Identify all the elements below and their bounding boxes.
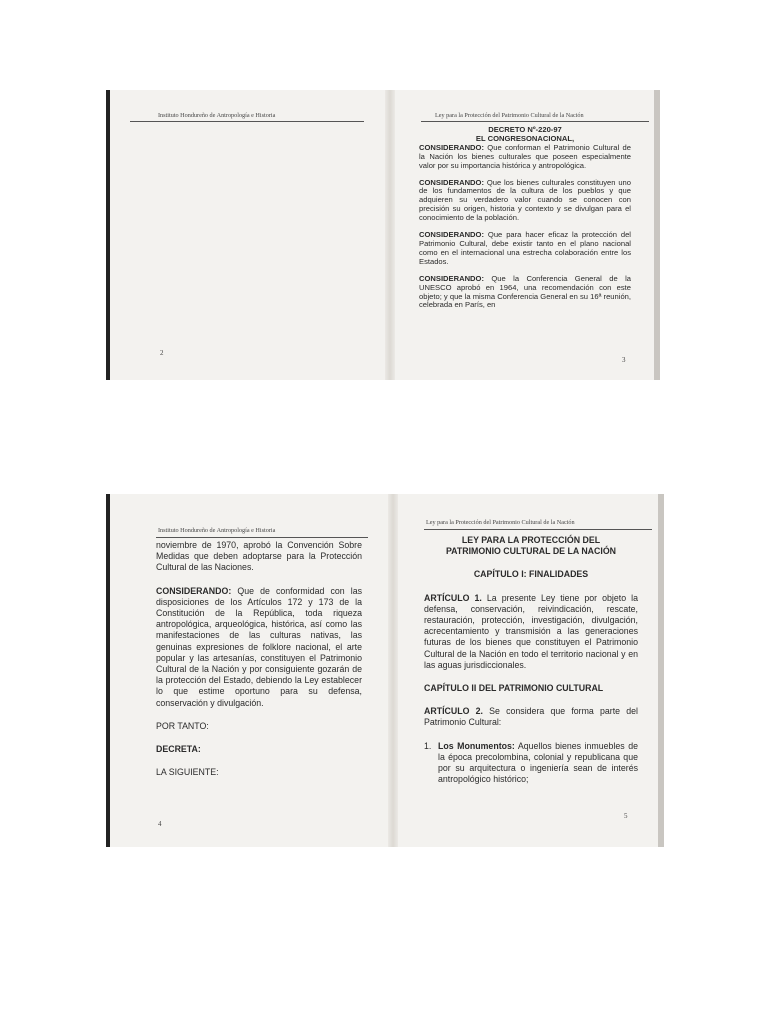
page-3 <box>395 90 654 380</box>
paragraph <box>419 231 631 267</box>
law-title-line-2: PATRIMONIO CULTURAL DE LA NACIÓN <box>445 546 617 557</box>
running-header: Instituto Hondureño de Antropología e Historia <box>158 527 276 534</box>
page-number: 4 <box>158 820 162 828</box>
paragraph <box>156 586 362 709</box>
paragraph <box>419 144 631 171</box>
page-number: 3 <box>622 356 626 364</box>
paragraph-text: Que conforman el Patrimonio Cultural de la Nación los bienes culturales que poseen especialmente valor por su importancia histórica y antropológica. <box>419 142 631 170</box>
scan-spread-1 <box>106 90 660 380</box>
considerando-label: CONSIDERANDO: <box>419 142 484 152</box>
page-3-body <box>419 126 631 310</box>
article-label: ARTÍCULO 1. <box>424 592 482 603</box>
page-4 <box>110 494 388 847</box>
article-label: ARTÍCULO 2. <box>424 706 483 717</box>
header-rule <box>156 537 368 538</box>
considerando-label: CONSIDERANDO: <box>419 273 484 283</box>
decreta: DECRETA: <box>156 744 201 755</box>
la-siguiente: LA SIGUIENTE: <box>156 767 219 778</box>
page-5-body <box>424 535 638 785</box>
page-edge <box>658 494 664 847</box>
list-number: 1. <box>424 740 432 751</box>
running-header: Ley para la Protección del Patrimonio Cultural de la Nación <box>435 112 584 119</box>
considerando-label: CONSIDERANDO: <box>419 230 484 240</box>
paragraph-text: Que de conformidad con las disposiciones de los Artículos 172 y 173 de la Constitución de la República, toda riqueza antropológica, arqueológica, histórica, así como las manifestaciones de las culturas nativas, las genuinas expresiones de folklore nacional, el arte popular y las artesanías, constituyen el Patrimonio Cultural de la Nación y por consiguiente gozarán de la protección del Estado, debiendo la Ley establecer lo que estime oportuno para su defensa, conservación y divulgación. <box>156 585 362 708</box>
running-header: Instituto Hondureño de Antropología e Historia <box>158 112 276 119</box>
header-rule <box>421 121 649 122</box>
article <box>424 593 638 671</box>
page-5 <box>398 494 658 847</box>
por-tanto: POR TANTO: <box>156 720 209 731</box>
item-text: Aquellos bienes inmuebles de la época precolombina, colonial y republicana que por su arquitectura o ingeniería sean de interés antropológico histórico; <box>438 740 638 785</box>
law-title: LEY PARA LA PROTECCIÓN DEL <box>461 535 601 545</box>
paragraph <box>419 179 631 224</box>
list-text <box>438 741 638 786</box>
article-text: Se considera que forma parte del Patrimonio Cultural: <box>424 706 638 728</box>
paragraph-text: Que la Conferencia General de la UNESCO aprobó en 1964, una recomendación con este objeto; y que la misma Conferencia General en su 16ª reunión, celebrada en París, en <box>419 273 631 310</box>
gutter <box>388 494 398 847</box>
item-label: Los Monumentos: <box>438 740 515 751</box>
page-number: 5 <box>624 812 628 820</box>
gutter <box>385 90 395 380</box>
article <box>424 706 638 728</box>
scan-spread-2 <box>106 494 664 847</box>
running-header: Ley para la Protección del Patrimonio Cultural de la Nación <box>426 519 575 526</box>
paragraph-text: Que para hacer eficaz la protección del Patrimonio Cultural, debe existir tanto en el plano nacional como en el internacional una estrecha colaboración entre los Estados. <box>419 230 631 266</box>
page-4-body <box>156 540 362 778</box>
considerando-label: CONSIDERANDO: <box>156 585 232 596</box>
congress-heading: EL CONGRESONACIONAL, <box>475 133 575 143</box>
header-rule <box>130 121 364 122</box>
paragraph <box>419 275 631 311</box>
page-number: 2 <box>160 349 164 357</box>
decree-number: DECRETO Nº-220-97 <box>488 125 562 134</box>
paragraph: noviembre de 1970, aprobó la Convención Sobre Medidas que deben adoptarse para la Protección Cultural de las Naciones. <box>156 540 362 573</box>
chapter-heading: CAPÍTULO I: FINALIDADES <box>473 569 589 580</box>
paragraph-text: Que los bienes culturales constituyen uno de los fundamentos de la cultura de los pueblos y que adquieren su verdadero valor cuando se conocen con precisión su origen, historia y contexto y se divulgan para el conocimiento de la población. <box>419 177 631 223</box>
considerando-label: CONSIDERANDO: <box>419 177 484 187</box>
page-edge <box>654 90 660 380</box>
page-2 <box>110 90 385 380</box>
list-item <box>424 741 638 786</box>
chapter-heading: CAPÍTULO II DEL PATRIMONIO CULTURAL <box>424 683 604 694</box>
header-rule <box>424 529 652 530</box>
article-text: La presente Ley tiene por objeto la defensa, conservación, reivindicación, rescate, restauración, protección, investigación, divulgación, acrecentamiento y transmisión a las generaciones futuras de los bienes que constituyen el Patrimonio Cultural de la Nación en todo el territorio nacional y en las aguas jurisdiccionales. <box>424 592 638 670</box>
